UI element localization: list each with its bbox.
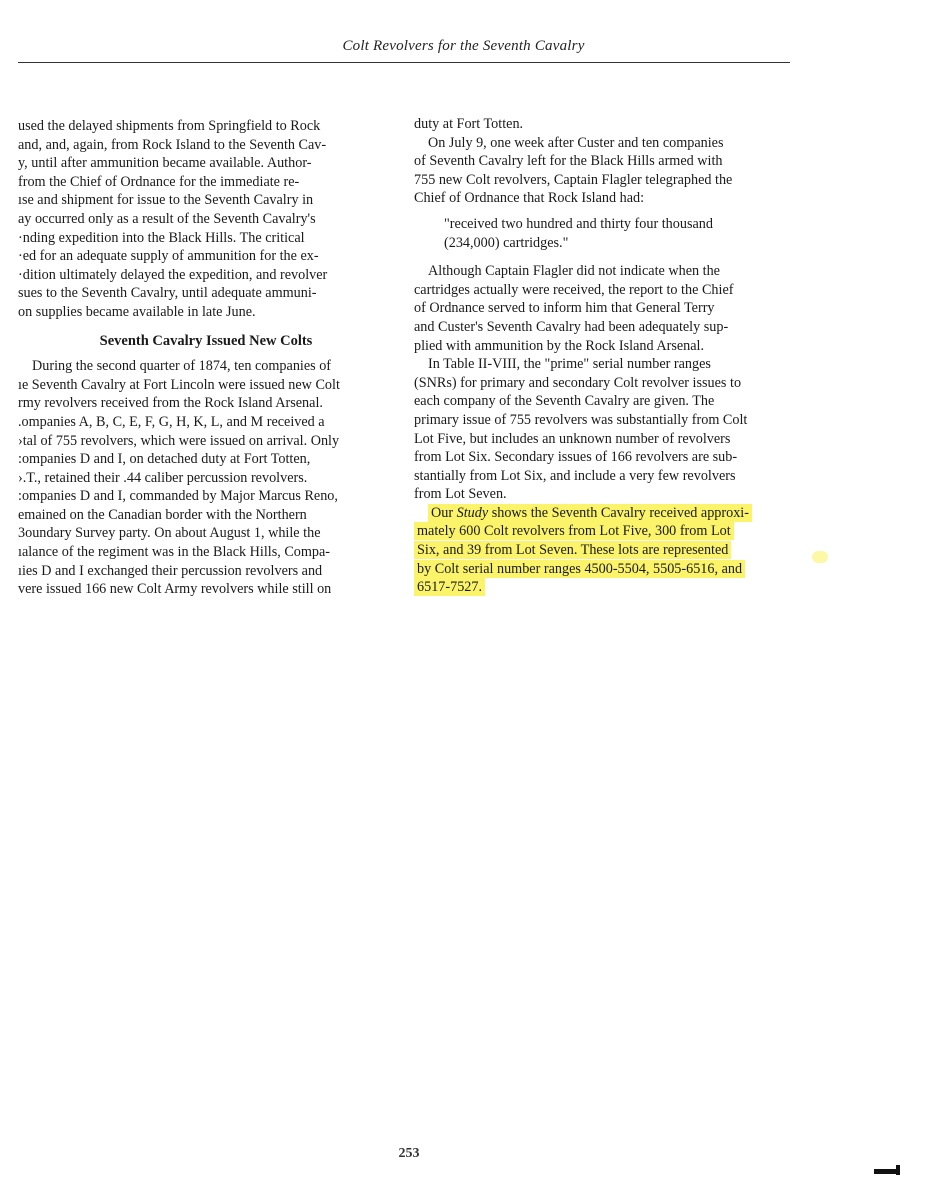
highlight-mark: by Colt serial number ranges 4500-5504, 5505-6516, and — [414, 560, 745, 578]
text-line: rmy revolvers received from the Rock Island Arsenal. — [18, 395, 323, 412]
text-line: each company of the Seventh Cavalry are given. The — [414, 393, 715, 410]
left-paragraph-2 — [18, 357, 384, 599]
text-line: from the Chief of Ordnance for the immediate re- — [18, 173, 300, 190]
header-rule — [18, 62, 790, 63]
text-line: primary issue of 755 revolvers was substantially from Colt — [414, 411, 748, 428]
scan-edge-mark — [874, 1169, 900, 1174]
text-line: Chief of Ordnance that Rock Island had: — [414, 190, 645, 207]
text-line: emained on the Canadian border with the Northern — [18, 506, 307, 523]
text-line: ›tal of 755 revolvers, which were issued on arrival. Only — [18, 432, 340, 449]
text-line: ay occurred only as a result of the Seventh Cavalry's — [18, 210, 316, 227]
text-line: cartridges actually were received, the report to the Chief — [414, 281, 734, 298]
text-line: ›.T., retained their .44 caliber percussion revolvers. — [18, 469, 308, 486]
quote-line: (234,000) cartridges." — [444, 234, 569, 251]
page-number: 253 — [398, 1146, 420, 1161]
text-line: Lot Five, but includes an unknown number of revolvers — [414, 430, 731, 447]
text-line: On July 9, one week after Custer and ten companies — [428, 134, 724, 151]
text-line: of Ordnance served to inform him that General Terry — [414, 300, 715, 317]
highlighted-line — [414, 522, 797, 541]
left-paragraph-1 — [18, 117, 384, 322]
text-line: used the delayed shipments from Springfield to Rock — [18, 118, 321, 134]
text-line: plied with ammunition by the Rock Island Arsenal. — [414, 337, 705, 354]
text-line: 755 new Colt revolvers, Captain Flagler telegraphed the — [414, 171, 733, 188]
highlighted-paragraph — [414, 504, 797, 597]
highlight-mark: 6517-7527. — [414, 578, 485, 596]
highlighter-trail — [812, 551, 828, 563]
highlight-mark — [428, 504, 752, 522]
study-emphasis: Study — [456, 504, 489, 521]
text-line: ıe Seventh Cavalry at Fort Lincoln were issued new Colt — [18, 376, 340, 393]
text-line: ·nding expedition into the Black Hills. The critical — [18, 229, 305, 246]
text-line: stantially from Lot Six, and include a very few revolvers — [414, 467, 736, 484]
text-line: ıies D and I exchanged their percussion revolvers and — [18, 562, 323, 579]
text-line: ·dition ultimately delayed the expedition, and revolver — [18, 266, 328, 283]
quote-line: "received two hundred and thirty four thousand — [444, 215, 713, 232]
text-line: Although Captain Flagler did not indicate when the — [428, 263, 720, 280]
text-line: and, and, again, from Rock Island to the Seventh Cav- — [18, 136, 327, 153]
highlighted-line — [414, 560, 797, 579]
right-paragraph-3 — [414, 262, 797, 355]
left-column — [18, 117, 384, 599]
text-line: .ompanies A, B, C, E, F, G, H, K, L, and M received a — [18, 413, 325, 430]
text-line: :ompanies D and I, on detached duty at Fort Totten, — [18, 451, 311, 468]
right-paragraph-2 — [414, 134, 797, 208]
highlight-mark: Six, and 39 from Lot Seven. These lots are represented — [414, 541, 731, 559]
highlighted-line — [414, 504, 797, 523]
section-heading: Seventh Cavalry Issued New Colts — [99, 332, 313, 349]
text-line: ıalance of the regiment was in the Black Hills, Compa- — [18, 544, 331, 561]
text-line: :ompanies D and I, commanded by Major Marcus Reno, — [18, 488, 338, 505]
text-line: ıse and shipment for issue to the Seventh Cavalry in — [18, 192, 314, 209]
highlighted-line — [414, 578, 797, 597]
text-line: During the second quarter of 1874, ten companies of — [32, 358, 332, 375]
text-line: (SNRs) for primary and secondary Colt revolver issues to — [414, 374, 742, 391]
text-line: duty at Fort Totten. — [414, 116, 524, 132]
text-line: on supplies became available in late June. — [18, 303, 256, 320]
block-quote — [414, 215, 797, 252]
right-paragraph-1 — [414, 115, 797, 134]
text-line: ·ed for an adequate supply of ammunition for the ex- — [18, 248, 319, 265]
right-paragraph-4 — [414, 355, 797, 504]
text-line: 3oundary Survey party. On about August 1, while the — [18, 525, 321, 542]
text-line: vere issued 166 new Colt Army revolvers while still on — [18, 581, 332, 598]
text-line: from Lot Seven. — [414, 486, 507, 503]
highlighted-line — [414, 541, 797, 560]
text-line: from Lot Six. Secondary issues of 166 revolvers are sub- — [414, 449, 738, 466]
running-header-title: Colt Revolvers for the Seventh Cavalry — [342, 38, 585, 54]
highlight-text: Our — [431, 504, 457, 521]
highlight-text: shows the Seventh Cavalry received approxi- — [488, 504, 749, 521]
text-line: y, until after ammunition became available. Author- — [18, 155, 312, 172]
text-line: In Table II-VIII, the "prime" serial number ranges — [428, 356, 711, 373]
text-line: sues to the Seventh Cavalry, until adequate ammuni- — [18, 285, 317, 302]
text-line: of Seventh Cavalry left for the Black Hills armed with — [414, 153, 723, 170]
highlight-mark: mately 600 Colt revolvers from Lot Five, 300 from Lot — [414, 522, 734, 540]
text-line: and Custer's Seventh Cavalry had been adequately sup- — [414, 318, 729, 335]
right-column — [414, 115, 797, 597]
